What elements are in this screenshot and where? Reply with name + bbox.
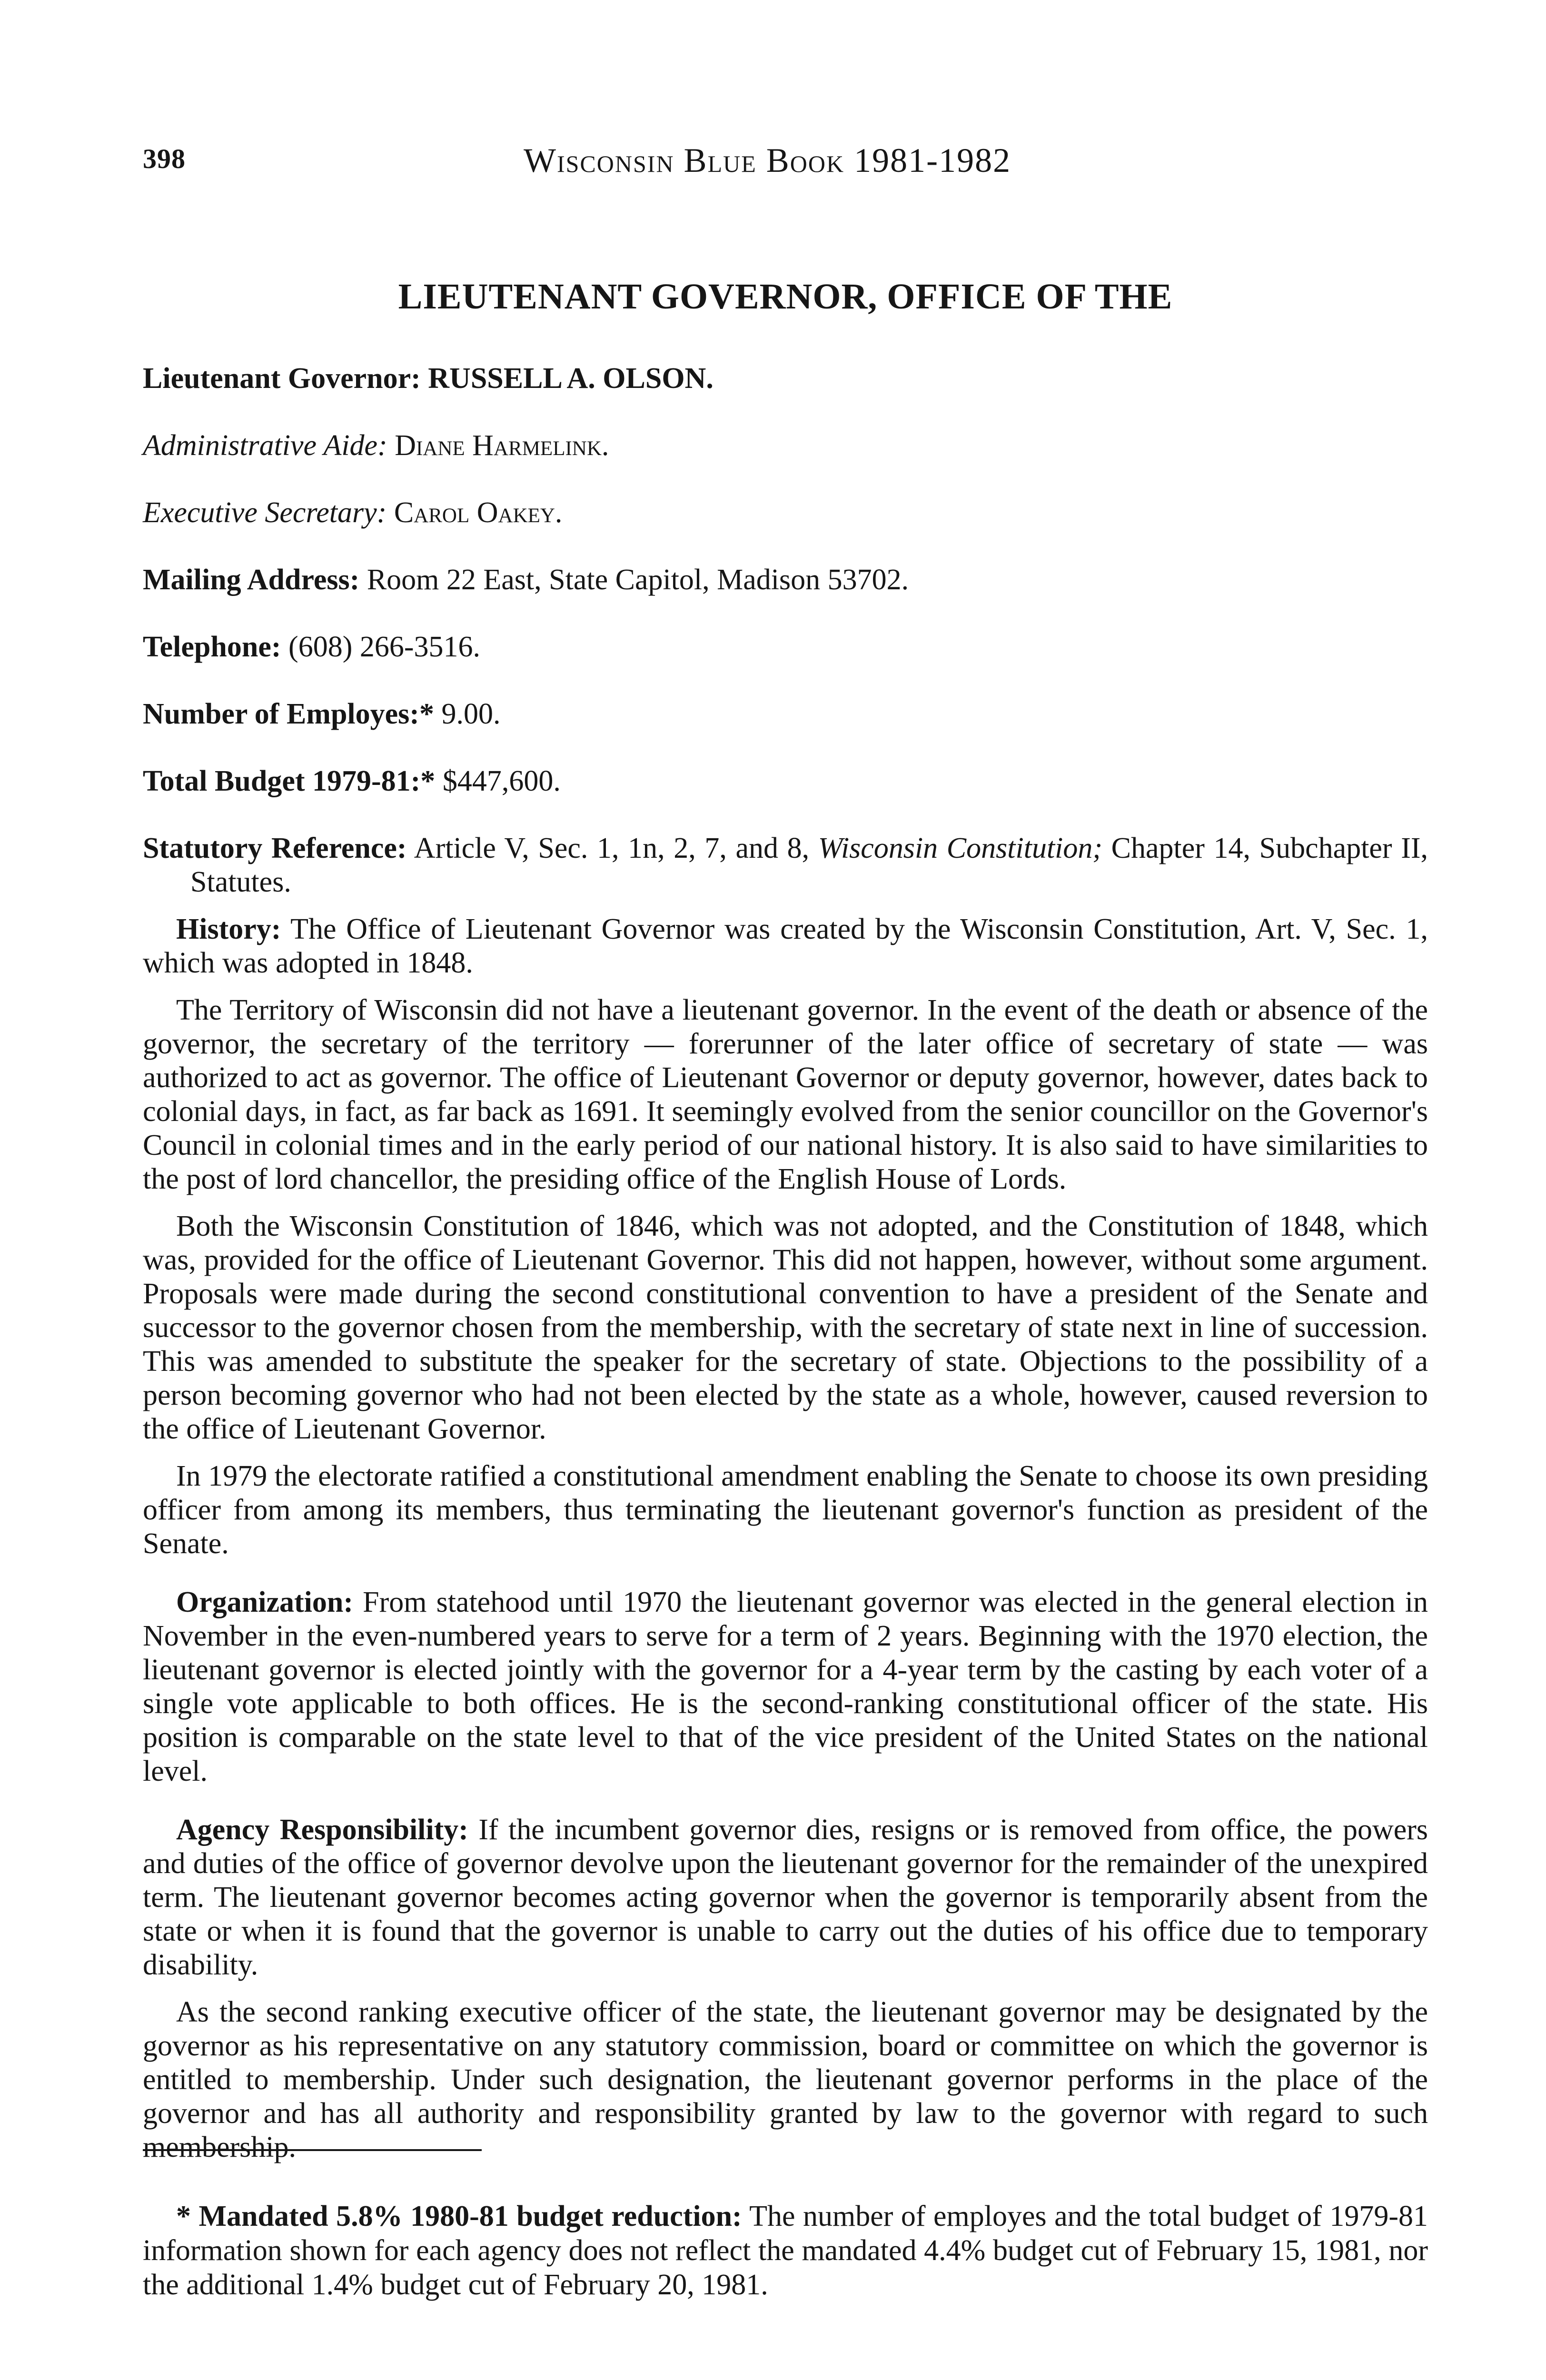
history-text-1: The Office of Lieutenant Governor was created by the Wisconsin Constitution, Art. V, Sec. 1, which was adopted in 1848. [143,913,1428,979]
history-paragraph-3: Both the Wisconsin Constitution of 1846, which was not adopted, and the Constitution of 1848, which was, provided for the office of Lieutenant Governor. This did not happen, however, without some argument. Proposals were made during the second constitutional convention to have a president of the Senate and successor to the governor chosen from the membership, with the secretary of state next in line of succession. This was amended to substitute the speaker for the secretary of state. Objections to the possibility of a person becoming governor who had not been elected by the state as a whole, however, caused reversion to the office of Lieutenant Governor. [143,1210,1428,1445]
lt-governor-line [143,362,1428,396]
agency-label: Agency Responsibility: [176,1814,468,1846]
employes-value: 9.00. [441,698,501,730]
budget-line [143,764,1428,798]
statutory-text-2: Chapter 14, Subchapter II, Statutes. [190,832,1428,898]
admin-aide-value: Diane Harmelink. [395,429,609,462]
lt-governor-value: RUSSELL A. OLSON. [428,362,714,395]
footnote-marker: * [176,2200,191,2232]
budget-label: Total Budget 1979-81:* [143,765,436,797]
agency-paragraph-2: As the second ranking executive officer of the state, the lieutenant governor may be designated by the governor as his representative on any statutory commission, board or committee on which the governor is entitled to membership. Under such designation, the lieutenant governor performs in the place of the governor and has all authority and responsibility granted by law to the governor with regard to such membership. [143,1996,1428,2163]
exec-secretary-value: Carol Oakey. [394,496,563,529]
organization-text: From statehood until 1970 the lieutenant governor was elected in the general election in November in the even-numbered years to serve for a term of 2 years. Beginning with the 1970 election, the lieutenant governor is elected jointly with the governor for a 4-year term by the casting by each voter of a single vote applicable to both offices. He is the second-ranking constitutional officer of the state. His position is comparable on the state level to that of the vice president of the United States on the national level. [143,1586,1428,1787]
footnote [143,2199,1428,2302]
telephone-label: Telephone: [143,631,281,663]
exec-secretary-label: Executive Secretary: [143,496,387,529]
footnote-text: The number of employes and the total budget of 1979-81 information shown for each agency does not reflect the mandated 4.4% budget cut of February 15, 1981, nor the additional 1.4% budget cut of February 20, 1981. [143,2200,1428,2301]
main-content [143,362,1428,2178]
history-paragraph-2: The Territory of Wisconsin did not have a lieutenant governor. In the event of the death or absence of the governor, the secretary of the territory — forerunner of the later office of secretary of state — was authorized to act as governor. The office of Lieutenant Governor or deputy governor, however, dates back to colonial days, in fact, as far back as 1691. It seemingly evolved from the senior councillor on the Governor's Council in colonial times and in the early period of our national history. It is also said to have similarities to the post of lord chancellor, the presiding office of the English House of Lords. [143,994,1428,1195]
employes-label: Number of Employes:* [143,698,434,730]
agency-text-1: If the incumbent governor dies, resigns or is removed from office, the powers and duties of the office of governor devolve upon the lieutenant governor for the remainder of the unexpired term. The lieutenant governor becomes acting governor when the governor is temporarily absent from the state or when it is found that the governor is unable to carry out the duties of his office due to temporary disability. [143,1814,1428,1981]
statutory-label: Statutory Reference: [143,832,407,864]
footnote-label: Mandated 5.8% 1980-81 budget reduction: [198,2200,742,2232]
footnote-divider [143,2149,482,2151]
employes-line [143,697,1428,731]
statutory-italic: Wisconsin Constitution; [818,832,1103,864]
agency-paragraph-1 [143,1813,1428,1982]
page-header [143,143,1100,200]
history-paragraph-1 [143,912,1428,980]
telephone-line [143,630,1428,664]
statutory-text-1: Article V, Sec. 1, 1n, 2, 7, and 8, [414,832,810,864]
statutory-reference [143,832,1428,899]
organization-paragraph [143,1586,1428,1788]
page-number: 398 [143,143,186,174]
lt-governor-label: Lieutenant Governor: [143,362,421,395]
telephone-value: (608) 266-3516. [288,631,480,663]
page-title: LIEUTENANT GOVERNOR, OFFICE OF THE [398,277,1173,317]
admin-aide-line [143,429,1428,463]
budget-value: $447,600. [442,765,561,797]
history-paragraph-4: In 1979 the electorate ratified a constitutional amendment enabling the Senate to choose its own presiding officer from among its members, thus terminating the lieutenant governor's function as president of the Senate. [143,1460,1428,1560]
organization-label: Organization: [176,1586,353,1618]
exec-secretary-line [143,496,1428,530]
mailing-address-label: Mailing Address: [143,564,360,596]
mailing-address-value: Room 22 East, State Capitol, Madison 53702. [367,564,909,596]
mailing-address-line [143,563,1428,597]
running-head: Wisconsin Blue Book 1981-1982 [524,141,1011,179]
admin-aide-label: Administrative Aide: [143,429,387,462]
history-label: History: [176,913,281,945]
